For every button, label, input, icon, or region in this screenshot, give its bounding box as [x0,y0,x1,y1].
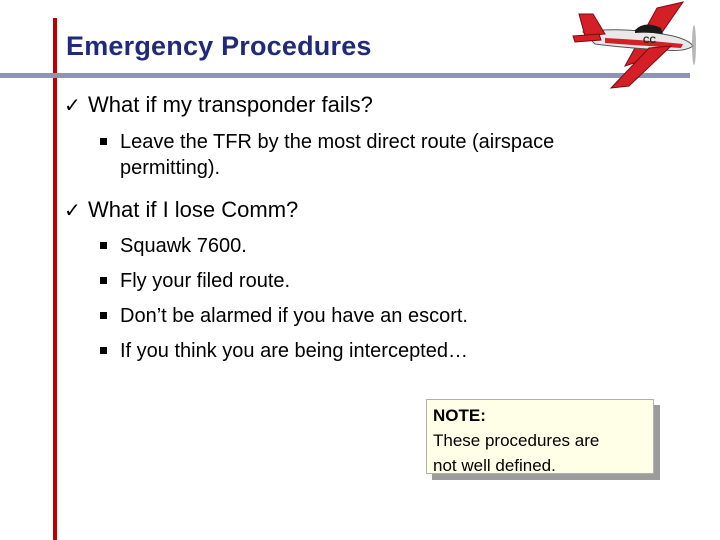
svg-text:CC: CC [643,35,656,45]
list-item-text: If you think you are being intercepted… [120,340,468,362]
list-item-text-cont: permitting). [120,157,221,179]
list-item [100,338,660,364]
list-item [100,233,660,259]
section-transponder [64,92,373,119]
note-line-1: These procedures are [433,431,600,450]
list-item-text: Squawk 7600. [120,235,247,257]
accent-bar [53,18,57,540]
list-item-text: Don’t be alarmed if you have an escort. [120,305,468,327]
list-item-text: Fly your filed route. [120,270,291,292]
note-title: NOTE: [433,406,486,425]
square-bullet-icon [100,242,107,249]
section-heading: What if I lose Comm? [88,197,299,222]
checkmark-icon: ✓ [64,95,81,117]
list-item [100,129,660,181]
section-lose-comm [64,197,298,224]
checkmark-icon: ✓ [64,200,81,222]
list-item [100,303,660,329]
note-box [426,399,654,474]
airplane-icon [565,0,700,90]
square-bullet-icon [100,138,107,145]
list-item [100,268,660,294]
square-bullet-icon [100,277,107,284]
square-bullet-icon [100,312,107,319]
square-bullet-icon [100,347,107,354]
list-item-text: Leave the TFR by the most direct route (airspace [120,131,555,153]
page-title: Emergency Procedures [66,31,372,61]
note-line-2: not well defined. [433,456,556,475]
section-heading: What if my transponder fails? [88,92,373,117]
